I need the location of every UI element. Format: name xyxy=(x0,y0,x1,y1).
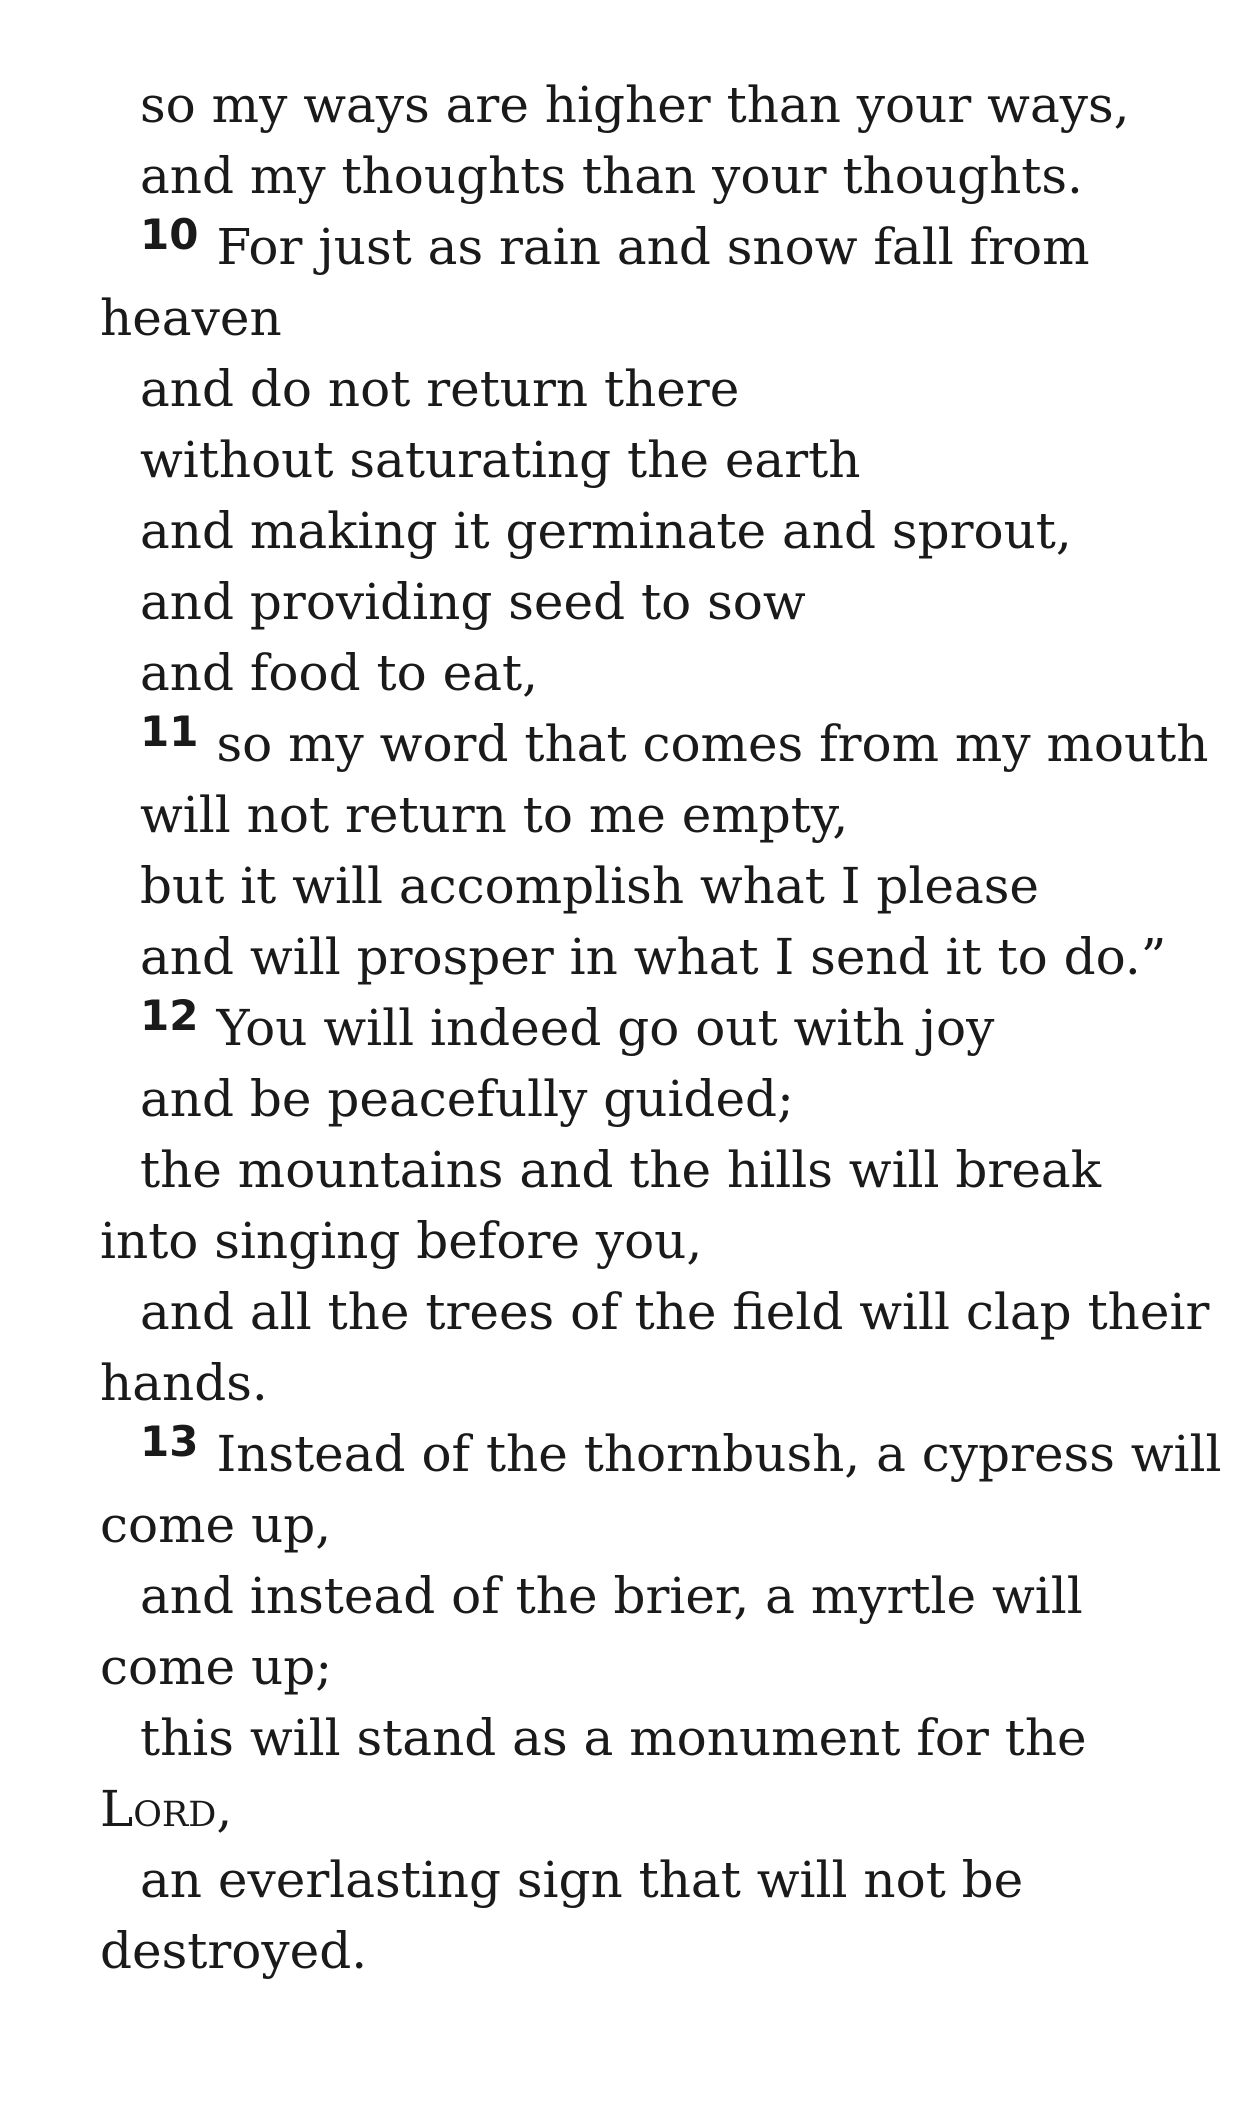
passage-line: and all the trees of the field will clap their xyxy=(140,1283,1210,1341)
passage-line: come up; xyxy=(100,1638,333,1696)
passage-line: will not return to me empty, xyxy=(140,786,849,844)
passage-line: and providing seed to sow xyxy=(140,573,806,631)
divine-name: Lord xyxy=(100,1780,217,1838)
passage-line: so my ways are higher than your ways, xyxy=(140,76,1130,134)
verse-11-line: 11 so my word that comes from my mouth xyxy=(140,707,1209,773)
scripture-passage xyxy=(100,70,1222,1987)
verse-text: so my word that comes from my mouth xyxy=(216,715,1209,773)
passage-line: hands. xyxy=(100,1354,268,1412)
verse-10-line: 10 For just as rain and snow fall from xyxy=(140,210,1090,276)
passage-line: and will prosper in what I send it to do.” xyxy=(140,928,1167,986)
verse-text: You will indeed go out with joy xyxy=(216,999,995,1057)
passage-line: but it will accomplish what I please xyxy=(140,857,1039,915)
passage-line: this will stand as a monument for the xyxy=(140,1709,1087,1767)
passage-line: and be peacefully guided; xyxy=(140,1070,794,1128)
passage-line: the mountains and the hills will break xyxy=(140,1141,1102,1199)
passage-line: and my thoughts than your thoughts. xyxy=(140,147,1083,205)
passage-line: and do not return there xyxy=(140,360,740,418)
passage-line: destroyed. xyxy=(100,1922,368,1980)
passage-line: an everlasting sign that will not be xyxy=(140,1851,1024,1909)
passage-line xyxy=(100,1774,1200,1845)
passage-line: heaven xyxy=(100,289,282,347)
passage-line: and making it germinate and sprout, xyxy=(140,502,1072,560)
passage-line: come up, xyxy=(100,1496,332,1554)
punctuation: , xyxy=(216,1780,233,1838)
verse-12-line: 12 You will indeed go out with joy xyxy=(140,991,995,1057)
passage-line: into singing before you, xyxy=(100,1212,703,1270)
verse-text: Instead of the thornbush, a cypress will xyxy=(216,1425,1222,1483)
verse-text: For just as rain and snow fall from xyxy=(216,218,1090,276)
passage-line: without saturating the earth xyxy=(140,431,861,489)
passage-line: and instead of the brier, a myrtle will xyxy=(140,1567,1083,1625)
passage-line: and food to eat, xyxy=(140,644,538,702)
verse-13-line: 13 Instead of the thornbush, a cypress will xyxy=(140,1417,1222,1483)
